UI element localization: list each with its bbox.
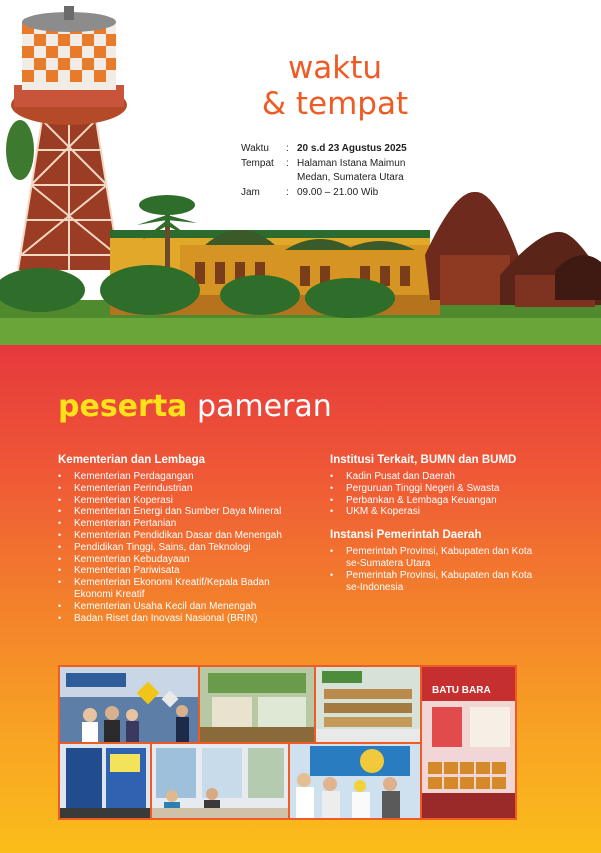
info-row-waktu — [241, 142, 407, 157]
info-row-tempat — [241, 157, 407, 172]
bullet-icon: • — [58, 506, 62, 517]
participants-section — [0, 345, 601, 853]
bullet-icon: • — [58, 565, 62, 576]
schedule-info — [241, 142, 407, 200]
list-item: • Kementerian Perindustrian — [58, 482, 193, 494]
info-label: Waktu — [241, 143, 269, 154]
gallery-photo — [290, 744, 420, 818]
bullet-icon: • — [58, 518, 62, 529]
info-label — [241, 171, 286, 186]
heading-light: pameran — [196, 389, 332, 424]
heading-bold: peserta — [58, 389, 188, 424]
grass-highlight — [0, 318, 601, 345]
bullet-icon: • — [58, 577, 62, 588]
bullet-icon: • — [58, 529, 62, 540]
bullet-icon: • — [58, 471, 62, 481]
list-item: • Kementerian Koperasi — [58, 494, 173, 506]
bullet-icon: • — [58, 494, 62, 505]
photo-illustration — [152, 744, 288, 818]
gallery-photo — [316, 667, 420, 742]
info-colon: : — [286, 186, 289, 198]
schedule-title-line2: & tempat — [261, 86, 409, 122]
gallery-photo-batu-bara — [422, 667, 515, 818]
info-colon — [286, 171, 297, 186]
bullet-icon: • — [330, 482, 334, 493]
photo-illustration — [316, 667, 420, 742]
photo-illustration — [200, 667, 314, 742]
list-item: • Kementerian Pertanian — [58, 518, 177, 530]
gallery-photo — [200, 667, 314, 742]
schedule-title — [240, 50, 430, 122]
booth-sign: BATU BARA — [432, 685, 491, 696]
institusi-title: Institusi Terkait, BUMN dan BUMD — [330, 454, 517, 466]
info-colon: : — [286, 157, 289, 169]
schedule-title-line1: waktu — [287, 50, 383, 86]
info-value: Halaman Istana Maimun — [297, 157, 406, 169]
schedule-section — [0, 0, 601, 345]
list-item: • Kadin Pusat dan Daerah — [330, 471, 455, 482]
list-item: • Kementerian Perdagangan — [58, 471, 194, 482]
list-item: • Perguruan Tinggi Negeri & Swasta — [330, 482, 500, 494]
pemerintah-title: Instansi Pemerintah Daerah — [330, 529, 482, 542]
bullet-icon: • — [58, 482, 62, 493]
kementerian-title: Kementerian dan Lembaga — [58, 454, 205, 466]
bullet-icon: • — [58, 553, 62, 564]
bullet-icon: • — [330, 494, 334, 505]
list-item: • UKM & Koperasi — [330, 506, 420, 518]
list-item: • Kementerian Usaha Kecil dan Menengah — [58, 600, 257, 612]
list-item: • Kementerian Energi dan Sumber Daya Mineral — [58, 506, 282, 518]
list-item: • Kementerian Kebudayaan — [58, 553, 190, 565]
list-item: • Badan Riset dan Inovasi Nasional (BRIN) — [58, 612, 258, 624]
gallery-photo — [152, 744, 288, 818]
photo-gallery — [58, 665, 517, 820]
right-column — [330, 453, 540, 593]
info-value: Medan, Sumatera Utara — [297, 172, 404, 183]
list-item: • Kementerian Pendidikan Dasar dan Menengah — [58, 529, 282, 541]
bullet-icon: • — [330, 569, 334, 580]
info-label: Jam — [241, 186, 260, 198]
photo-illustration — [60, 744, 150, 818]
list-item: • Pemerintah Provinsi, Kabupaten dan Kota se-Sumatera Utara — [330, 546, 533, 569]
bullet-icon: • — [58, 600, 62, 611]
bullet-icon: • — [330, 546, 334, 557]
info-value: 20 s.d 23 Agustus 2025 — [297, 143, 407, 154]
bullet-icon: • — [58, 612, 62, 623]
bullet-icon: • — [58, 541, 62, 552]
list-item: • Pendidikan Tinggi, Sains, dan Teknologi — [58, 541, 251, 553]
institusi-list — [330, 471, 540, 518]
photo-illustration — [60, 667, 198, 742]
participants-heading — [58, 389, 332, 425]
bullet-icon: • — [330, 506, 334, 517]
info-label: Tempat — [241, 157, 274, 169]
traditional-house-illustration — [425, 192, 601, 307]
list-item: • Kementerian Pariwisata — [58, 565, 180, 577]
info-value: 09.00 – 21.00 Wib — [297, 186, 379, 198]
gallery-photo — [60, 744, 150, 818]
bullet-icon: • — [330, 471, 334, 481]
info-colon: : — [286, 143, 289, 154]
left-column — [58, 453, 318, 624]
list-item: • Perbankan & Lembaga Keuangan — [330, 494, 497, 506]
info-row-tempat-cont — [241, 171, 407, 186]
list-item: • Kementerian Ekonomi Kreatif/Kepala Badan Ekonomi Kreatif — [58, 577, 270, 600]
kementerian-list — [58, 471, 318, 624]
gallery-photo — [60, 667, 198, 742]
list-item: • Pemerintah Provinsi, Kabupaten dan Kota se-Indonesia — [330, 569, 533, 593]
pemerintah-list — [330, 546, 540, 593]
photo-illustration — [290, 744, 420, 818]
info-row-jam — [241, 186, 407, 201]
